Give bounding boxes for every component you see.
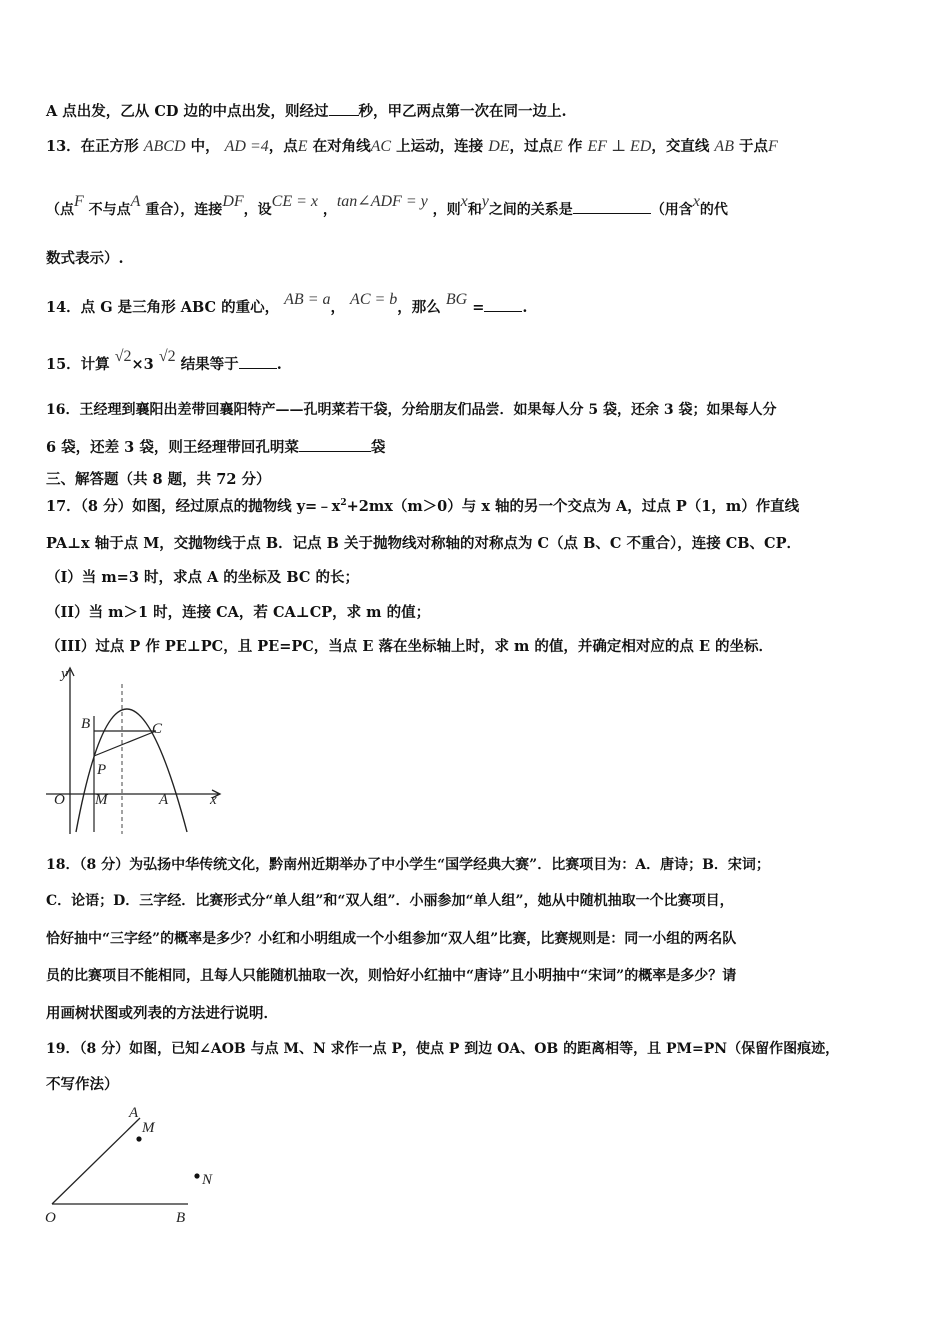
question-19-line-1: 19．（8 分）如图，已知∠AOB 与点 M、N 求作一点 P，使点 P 到边 OA、OB 的距离相等，且 PM=PN（保留作图痕迹，: [46, 1041, 840, 1057]
label-m: M: [142, 1120, 155, 1136]
label-n: N: [202, 1172, 213, 1188]
label-o: O: [54, 792, 65, 808]
label-a: A: [159, 792, 169, 808]
ray-oa: [52, 1118, 140, 1204]
question-18-line-2: C．论语；D．三字经．比赛形式分“单人组”和“双人组”．小丽参加“单人组”，她从中随机抽取一个比赛项目，: [46, 893, 734, 909]
label-o: O: [45, 1210, 56, 1226]
answer-blank: [329, 101, 359, 116]
question-18-line-5: 用画树状图或列表的方法进行说明．: [46, 1005, 278, 1022]
segment-pc: [94, 731, 156, 756]
answer-blank: [484, 297, 522, 312]
question-18-line-1: 18．（8 分）为弘扬中华传统文化，黔南州近期举办了中小学生“国学经典大赛”．比赛项目为：A．唐诗；B．宋词；: [46, 857, 770, 873]
label-a: A: [129, 1105, 139, 1121]
label-x: x: [210, 792, 217, 808]
text-line: A 点出发，乙从 CD 边的中点出发，则经过 秒，甲乙两点第一次在同一边上.: [46, 103, 567, 120]
question-17-part-2: （II）当 m＞1 时，连接 CA，若 CA⊥CP，求 m 的值；: [46, 604, 431, 621]
answer-blank: [239, 354, 277, 369]
label-b: B: [176, 1210, 186, 1226]
question-13-line-2: （点F 不与点A 重合），连接DF，设CE = x ，tan∠ADF = y ，则x和y之间的关系是 （用含x的代: [46, 193, 728, 218]
point-m: [136, 1136, 141, 1141]
question-19-line-2: 不写作法）: [46, 1076, 119, 1093]
section-heading: 三、解答题（共 8 题，共 72 分）: [46, 471, 271, 488]
angle-figure: [40, 1100, 222, 1228]
label-y: y: [61, 666, 68, 682]
question-13-line-3: 数式表示）.: [46, 250, 124, 267]
question-18-line-3: 恰好抽中“三字经”的概率是多少？小红和小明组成一个小组参加“双人组”比赛，比赛规则是：同一小组的两名队: [46, 931, 737, 947]
question-16-line-2: 6 袋，还差 3 袋，则王经理带回孔明菜 袋: [46, 439, 386, 456]
label-p: P: [97, 762, 107, 778]
answer-blank: [573, 199, 651, 214]
question-18-line-4: 员的比赛项目不能相同，且每人只能随机抽取一次，则恰好小红抽中“唐诗”且小明抽中“宋词”的概率是多少？请: [46, 968, 737, 984]
parabola-figure: [44, 664, 226, 838]
question-17-line-1: 17．（8 分）如图，经过原点的抛物线 $y=﹣x^2+2mx(m>0)$与 x 轴的另一个交点为 A，过点 P（1，m）作直线: [46, 498, 800, 515]
label-c: C: [152, 721, 163, 737]
question-13-line-1: 13．在正方形 ABCD 中， AD =4，点E 在对角线AC 上运动，连接 DE，过点E 作 EF ⊥ ED，交直线 AB 于点F: [46, 138, 778, 155]
question-16-line-1: 16．王经理到襄阳出差带回襄阳特产——孔明菜若干袋，分给朋友们品尝．如果每人分 5 袋，还余 3 袋；如果每人分: [46, 402, 777, 418]
label-b: B: [81, 716, 91, 732]
label-m: M: [95, 792, 108, 808]
parabola-curve: [76, 709, 187, 832]
question-14: 14．点 G 是三角形 ABC 的重心， AB = a， AC = b，那么 BG = .: [46, 291, 528, 316]
answer-blank: [299, 437, 371, 452]
point-n: [194, 1173, 199, 1178]
question-15: 15．计算 √2×3 √2 结果等于 .: [46, 348, 282, 373]
question-17-line-2: PA⊥x 轴于点 M，交抛物线于点 B．记点 B 关于抛物线对称轴的对称点为 C（点 B、C 不重合），连接 CB、CP．: [46, 535, 801, 552]
question-17-part-1: （I）当 m=3 时，求点 A 的坐标及 BC 的长；: [46, 569, 359, 586]
question-17-part-3: （III）过点 P 作 PE⊥PC，且 PE=PC，当点 E 落在坐标轴上时，求 m 的值，并确定相对应的点 E 的坐标．: [46, 638, 774, 655]
